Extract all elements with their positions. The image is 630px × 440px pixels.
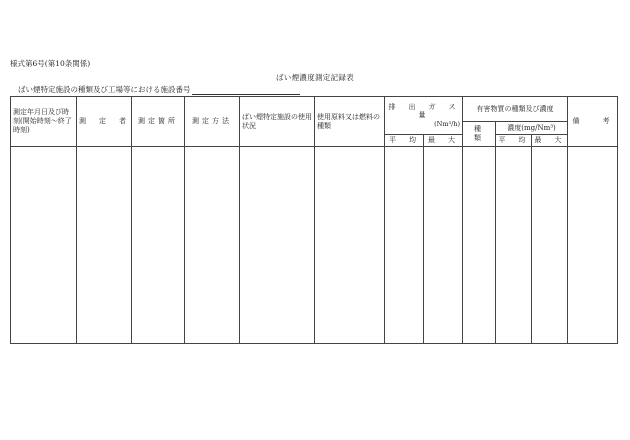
cell-fuel[interactable] [315,147,385,344]
header-remarks: 備 考 [568,97,618,147]
header-gas-avg: 平 均 [385,135,424,147]
facility-line [18,84,300,95]
header-location: 測定箇所 [132,97,185,147]
header-gas-max: 最 大 [424,135,463,147]
header-harmful: 有害物質の種類及び濃度 [463,97,568,122]
form-number: 様式第6号(第10条関係) [10,59,91,68]
cell-usage[interactable] [240,147,315,344]
header-measurer: 測 定 者 [77,97,132,147]
cell-method[interactable] [185,147,240,344]
cell-harm-max[interactable] [532,147,568,344]
cell-harm-avg[interactable] [496,147,532,344]
cell-measurer[interactable] [77,147,132,344]
cell-location[interactable] [132,147,185,344]
header-harm-conc: 濃度(mg/Nm³) [496,122,568,135]
facility-label: ばい煙特定施設の種類及び工場等における施設番号 [18,85,191,94]
header-method: 測定方法 [185,97,240,147]
cell-datetime[interactable] [11,147,77,344]
cell-harm-type[interactable] [463,147,496,344]
measurement-record-table [10,96,618,344]
cell-remarks[interactable] [568,147,618,344]
table-row [11,147,618,344]
header-datetime: 測定年月日及び時刻(開始時刻〜終了時刻) [11,97,77,147]
header-harm-type: 種 類 [463,122,496,147]
header-usage: ばい煙特定施設の使用状況 [240,97,315,147]
header-fuel: 使用原料又は燃料の種類 [315,97,385,147]
header-gas-unit: (Nm³/h) [434,120,460,129]
header-gas-title: 排 出 ガ ス 量 [388,102,469,120]
cell-gas-avg[interactable] [385,147,424,344]
cell-gas-max[interactable] [424,147,463,344]
header-gas [385,97,469,135]
facility-number-field[interactable] [192,86,300,95]
header-harm-avg: 平 均 [496,135,532,147]
header-harm-max: 最 大 [532,135,568,147]
form-title: ばい煙濃度測定記録表 [276,73,354,82]
